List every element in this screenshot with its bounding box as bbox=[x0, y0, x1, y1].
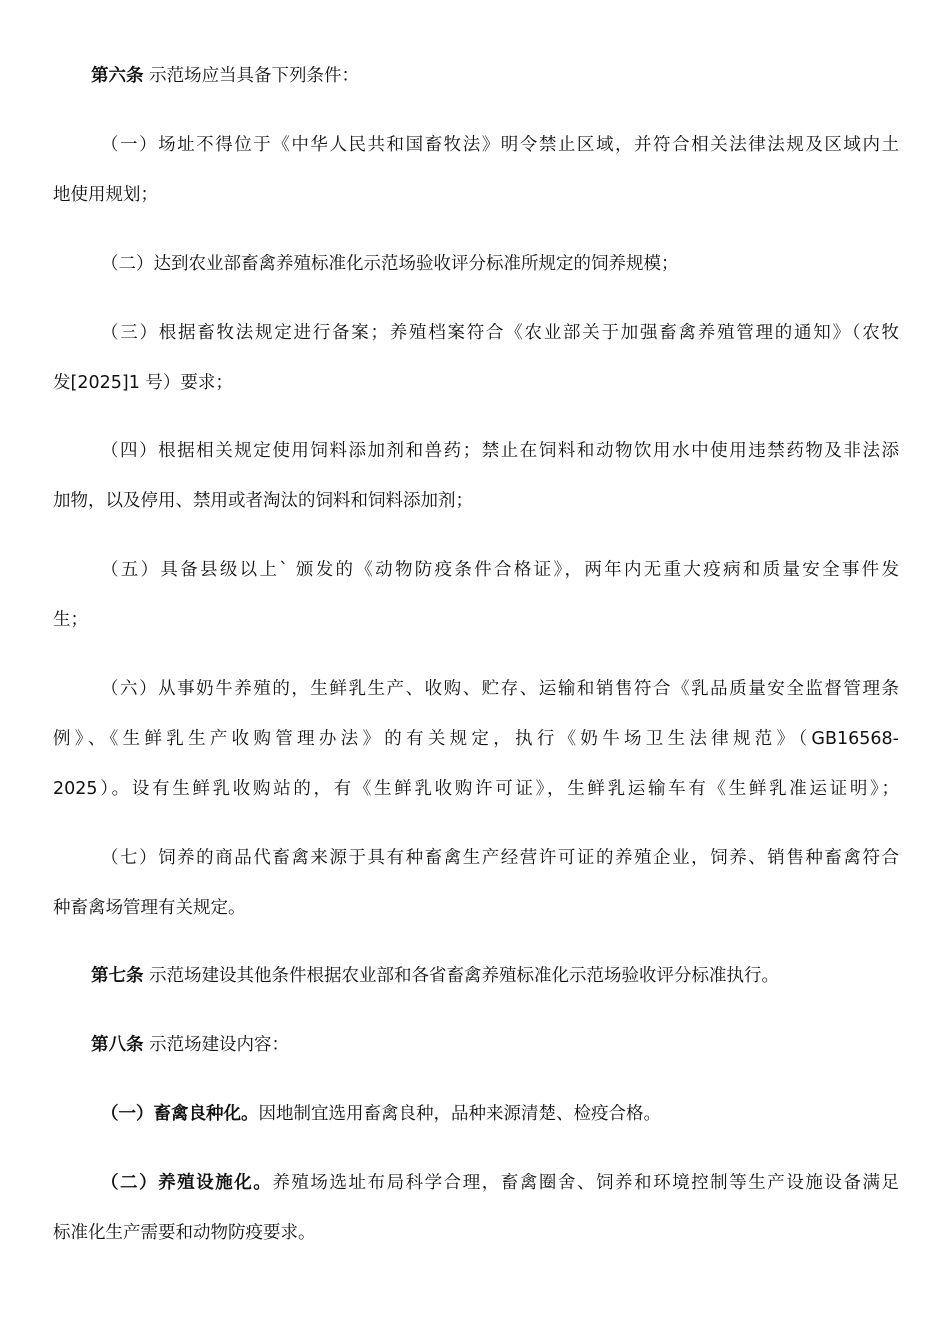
article-8-item-2-text: 养殖场选址布局科学合理，畜禽圈舍、饲养和环境控制等生产设施设备满足 bbox=[272, 1173, 900, 1193]
article-8-label: 第八条 bbox=[91, 1035, 144, 1055]
article-6-item-7-line-2: 种畜禽场管理有关规定。 bbox=[53, 898, 246, 918]
article-6-item-6-line-1: （六）从事奶牛养殖的，生鲜乳生产、收购、贮存、运输和销售符合《乳品质量安全监督管理条 bbox=[101, 679, 899, 699]
article-8-heading-line bbox=[91, 1033, 289, 1057]
article-6-item-1-line-2: 地使用规划； bbox=[53, 185, 158, 205]
article-6-item-6-line-2: 例》、《生鲜乳生产收购管理办法》的有关规定，执行《奶牛场卫生法律规范》（GB16568- bbox=[53, 729, 899, 749]
article-6-heading-line bbox=[91, 64, 359, 88]
article-6-item-2-line-1: （二）达到农业部畜禽养殖标准化示范场验收评分标准所规定的饲养规模； bbox=[101, 254, 679, 274]
article-7-text: 示范场建设其他条件根据农业部和各省畜禽养殖标准化示范场验收评分标准执行。 bbox=[143, 966, 780, 986]
article-8-item-2-line-2: 标准化生产需要和动物防疫要求。 bbox=[53, 1223, 316, 1243]
article-6-item-4-line-2: 加物，以及停用、禁用或者淘汰的饲料和饲料添加剂； bbox=[53, 491, 473, 511]
article-6-item-6-line-3: 2025）。设有生鲜乳收购站的，有《生鲜乳收购许可证》，生鲜乳运输车有《生鲜乳准运证明》； bbox=[53, 779, 899, 799]
article-6-item-1-line-1: （一）场址不得位于《中华人民共和国畜牧法》明令禁止区域，并符合相关法律法规及区域内土 bbox=[101, 135, 899, 155]
article-6-item-4-line-1: （四）根据相关规定使用饲料添加剂和兽药；禁止在饲料和动物饮用水中使用违禁药物及非法添 bbox=[101, 441, 899, 461]
article-8-item-2-title: （二）养殖设施化。 bbox=[101, 1173, 273, 1193]
article-6-item-5-line-2: 生； bbox=[53, 610, 88, 630]
article-6-item-7-line-1: （七）饲养的商品代畜禽来源于具有种畜禽生产经营许可证的养殖企业，饲养、销售种畜禽符合 bbox=[101, 848, 899, 868]
article-6-item-3-line-1: （三）根据畜牧法规定进行备案；养殖档案符合《农业部关于加强畜禽养殖管理的通知》（农牧 bbox=[101, 323, 899, 343]
article-8-item-1-text: 因地制宜选用畜禽良种，品种来源清楚、检疫合格。 bbox=[258, 1104, 661, 1124]
article-7-label: 第七条 bbox=[91, 966, 144, 986]
article-7-line bbox=[91, 964, 779, 988]
article-8-item-1-title: （一）畜禽良种化。 bbox=[101, 1104, 259, 1124]
article-6-item-3-line-2: 发[2025]1 号）要求； bbox=[53, 373, 233, 393]
article-6-label: 第六条 bbox=[91, 66, 144, 86]
article-8-item-2-line-1 bbox=[101, 1171, 899, 1195]
article-8-item-1-line bbox=[101, 1102, 661, 1126]
article-8-text: 示范场建设内容： bbox=[143, 1035, 290, 1055]
article-6-item-5-line-1: （五）具备县级以上` 颁发的《动物防疫条件合格证》，两年内无重大疫病和质量安全事件发 bbox=[101, 560, 899, 580]
article-6-text: 示范场应当具备下列条件： bbox=[143, 66, 360, 86]
